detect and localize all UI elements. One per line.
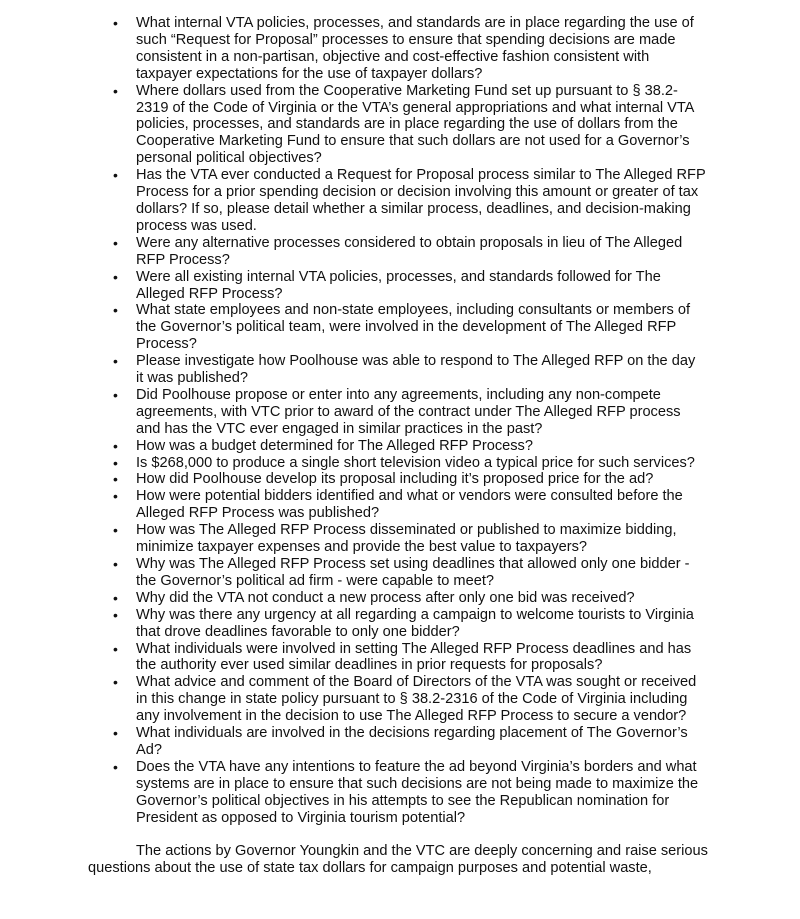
question-item: • Does the VTA have any intentions to feature the ad beyond Virginia’s borders and what systems are in place to ensure that such decisions are not being made to maximize the Governor’s political objectives in his attempts to see the Republican nomination for President as opposed to Virginia tourism potential? <box>0 759 706 827</box>
closing-section <box>0 843 800 877</box>
question-item: • Why was The Alleged RFP Process set using deadlines that allowed only one bidder - the Governor’s political ad firm - were capable to meet? <box>0 556 706 590</box>
question-item: • Has the VTA ever conducted a Request for Proposal process similar to The Alleged RFP Process for a prior spending decision or decision involving this amount or greater of tax dollars? If so, please detail whether a similar process, deadlines, and decision-making process was used. <box>0 167 706 235</box>
question-item: • Why did the VTA not conduct a new process after only one bid was received? <box>0 590 706 607</box>
question-item: • Is $268,000 to produce a single short television video a typical price for such services? <box>0 455 706 472</box>
question-item: • What individuals are involved in the decisions regarding placement of The Governor’s Ad? <box>0 725 706 759</box>
question-item: • What internal VTA policies, processes, and standards are in place regarding the use of such “Request for Proposal” processes to ensure that spending decisions are made consistent in a non-partisan, objective and cost-effective fashion consistent with taxpayer expectations for the use of taxpayer dollars? <box>0 15 706 83</box>
question-item: • Were any alternative processes considered to obtain proposals in lieu of The Alleged RFP Process? <box>0 235 706 269</box>
question-item: • How was a budget determined for The Alleged RFP Process? <box>0 438 706 455</box>
question-item: • What state employees and non-state employees, including consultants or members of the Governor’s political team, were involved in the development of The Alleged RFP Process? <box>0 302 706 353</box>
question-item: • Where dollars used from the Cooperative Marketing Fund set up pursuant to § 38.2-2319 of the Code of Virginia or the VTA’s general appropriations and what internal VTA policies, processes, and standards are in place regarding the use of dollars from the Cooperative Marketing Fund to ensure that such dollars are not used for a Governor’s personal political objectives? <box>0 83 706 168</box>
closing-paragraph: The actions by Governor Youngkin and the VTC are deeply concerning and raise serious questions about the use of state tax dollars for campaign purposes and potential waste, <box>88 843 708 876</box>
question-item: • Were all existing internal VTA policies, processes, and standards followed for The Alleged RFP Process? <box>0 269 706 303</box>
question-item: • What advice and comment of the Board of Directors of the VTA was sought or received in this change in state policy pursuant to § 38.2-2316 of the Code of Virginia including any involvement in the decision to use The Alleged RFP Process to secure a vendor? <box>0 674 706 725</box>
questions-bullet-list <box>0 15 800 827</box>
question-item: • How was The Alleged RFP Process disseminated or published to maximize bidding, minimize taxpayer expenses and provide the best value to taxpayers? <box>0 522 706 556</box>
question-item: • Did Poolhouse propose or enter into any agreements, including any non-compete agreements, with VTC prior to award of the contract under The Alleged RFP process and has the VTC ever engaged in similar practices in the past? <box>0 387 706 438</box>
question-item: • Please investigate how Poolhouse was able to respond to The Alleged RFP on the day it was published? <box>0 353 706 387</box>
question-item: • Why was there any urgency at all regarding a campaign to welcome tourists to Virginia that drove deadlines favorable to only one bidder? <box>0 607 706 641</box>
question-item: • What individuals were involved in setting The Alleged RFP Process deadlines and has the authority ever used similar deadlines in prior requests for proposals? <box>0 641 706 675</box>
question-item: • How did Poolhouse develop its proposal including it’s proposed price for the ad? <box>0 471 706 488</box>
question-item: • How were potential bidders identified and what or vendors were consulted before the Alleged RFP Process was published? <box>0 488 706 522</box>
